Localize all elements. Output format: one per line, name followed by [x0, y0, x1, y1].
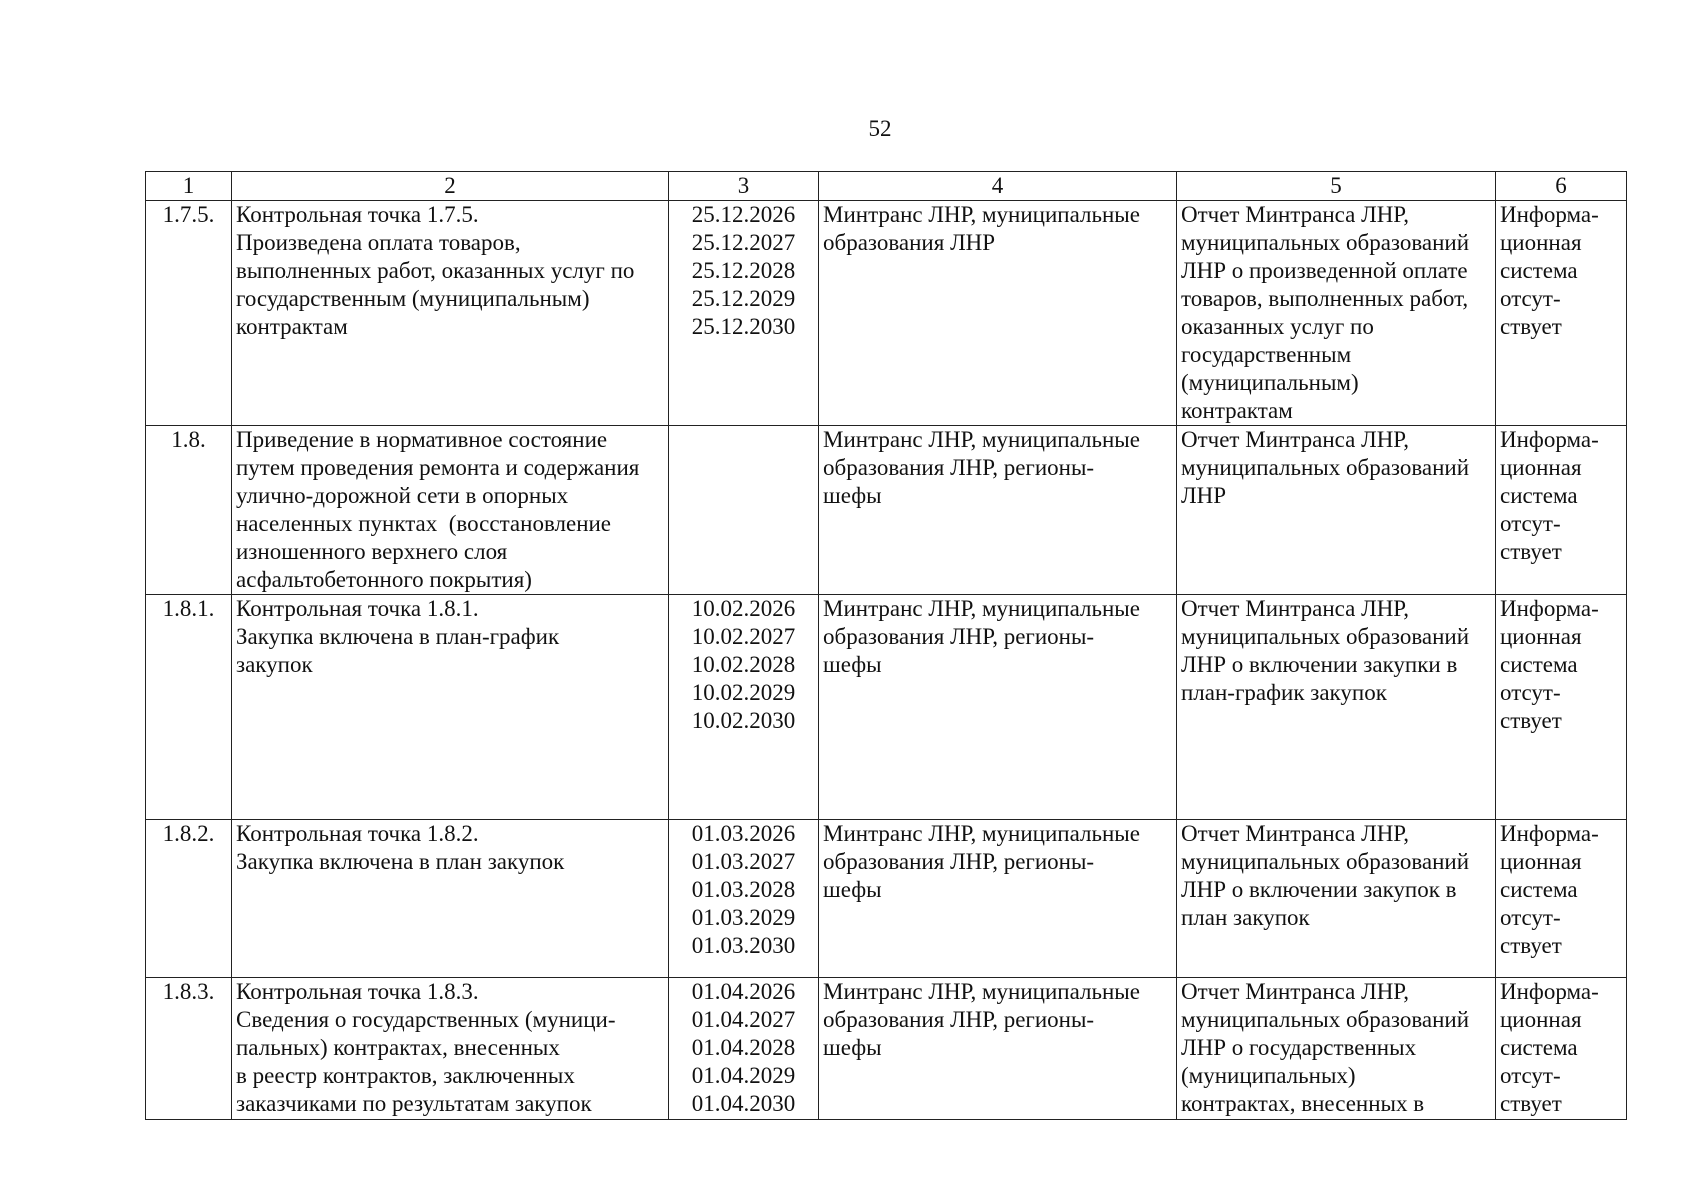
deadline-dates — [669, 426, 819, 595]
responsible-executor: Минтранс ЛНР, муниципальные образования ЛНР, регионы- шефы — [819, 426, 1177, 595]
page-number: 52 — [868, 116, 892, 141]
information-system: Информа- ционная система отсут- ствует — [1496, 978, 1627, 1120]
confirming-document: Отчет Минтранса ЛНР, муниципальных образований ЛНР — [1177, 426, 1496, 595]
table-header-row — [146, 172, 1627, 201]
event-title: Контрольная точка 1.7.5. Произведена оплата товаров, выполненных работ, оказанных услуг по государственным (муниципальным) контрактам — [232, 201, 669, 426]
confirming-document: Отчет Минтранса ЛНР, муниципальных образований ЛНР о включении закупок в план закупок — [1177, 820, 1496, 978]
information-system: Информа- ционная система отсут- ствует — [1496, 595, 1627, 820]
table-row — [146, 426, 1627, 595]
information-system: Информа- ционная система отсут- ствует — [1496, 201, 1627, 426]
table-row — [146, 595, 1627, 820]
deadline-dates: 25.12.2026 25.12.2027 25.12.2028 25.12.2029 25.12.2030 — [669, 201, 819, 426]
event-title: Контрольная точка 1.8.3. Сведения о государственных (муници- пальных) контрактах, внесенных в реестр контрактов, заключенных заказчиками по результатам закупок — [232, 978, 669, 1120]
confirming-document: Отчет Минтранса ЛНР, муниципальных образований ЛНР о государственных (муниципальных) контрактах, внесенных в — [1177, 978, 1496, 1120]
plan-table — [145, 171, 1627, 1120]
column-header: 1 — [146, 172, 232, 201]
table-row — [146, 978, 1627, 1120]
deadline-dates: 10.02.2026 10.02.2027 10.02.2028 10.02.2029 10.02.2030 — [669, 595, 819, 820]
confirming-document: Отчет Минтранса ЛНР, муниципальных образований ЛНР о включении закупки в план-график закупок — [1177, 595, 1496, 820]
column-header: 6 — [1496, 172, 1627, 201]
deadline-dates: 01.04.2026 01.04.2027 01.04.2028 01.04.2029 01.04.2030 — [669, 978, 819, 1120]
event-title: Контрольная точка 1.8.1. Закупка включена в план-график закупок — [232, 595, 669, 820]
column-header: 4 — [819, 172, 1177, 201]
column-header: 5 — [1177, 172, 1496, 201]
column-header: 2 — [232, 172, 669, 201]
responsible-executor: Минтранс ЛНР, муниципальные образования ЛНР — [819, 201, 1177, 426]
responsible-executor: Минтранс ЛНР, муниципальные образования ЛНР, регионы- шефы — [819, 978, 1177, 1120]
table-row — [146, 201, 1627, 426]
row-number: 1.8. — [146, 426, 232, 595]
row-number: 1.8.3. — [146, 978, 232, 1120]
column-header: 3 — [669, 172, 819, 201]
information-system: Информа- ционная система отсут- ствует — [1496, 426, 1627, 595]
row-number: 1.7.5. — [146, 201, 232, 426]
table-row — [146, 820, 1627, 978]
row-number: 1.8.1. — [146, 595, 232, 820]
responsible-executor: Минтранс ЛНР, муниципальные образования ЛНР, регионы- шефы — [819, 595, 1177, 820]
deadline-dates: 01.03.2026 01.03.2027 01.03.2028 01.03.2029 01.03.2030 — [669, 820, 819, 978]
responsible-executor: Минтранс ЛНР, муниципальные образования ЛНР, регионы- шефы — [819, 820, 1177, 978]
event-title: Контрольная точка 1.8.2. Закупка включена в план закупок — [232, 820, 669, 978]
information-system: Информа- ционная система отсут- ствует — [1496, 820, 1627, 978]
event-title: Приведение в нормативное состояние путем проведения ремонта и содержания улично-дорожной сети в опорных населенных пунктах (восстановление изношенного верхнего слоя асфальтобетонного покрытия) — [232, 426, 669, 595]
confirming-document: Отчет Минтранса ЛНР, муниципальных образований ЛНР о произведенной оплате товаров, выполненных работ, оказанных услуг по государственным (муниципальным) контрактам — [1177, 201, 1496, 426]
row-number: 1.8.2. — [146, 820, 232, 978]
